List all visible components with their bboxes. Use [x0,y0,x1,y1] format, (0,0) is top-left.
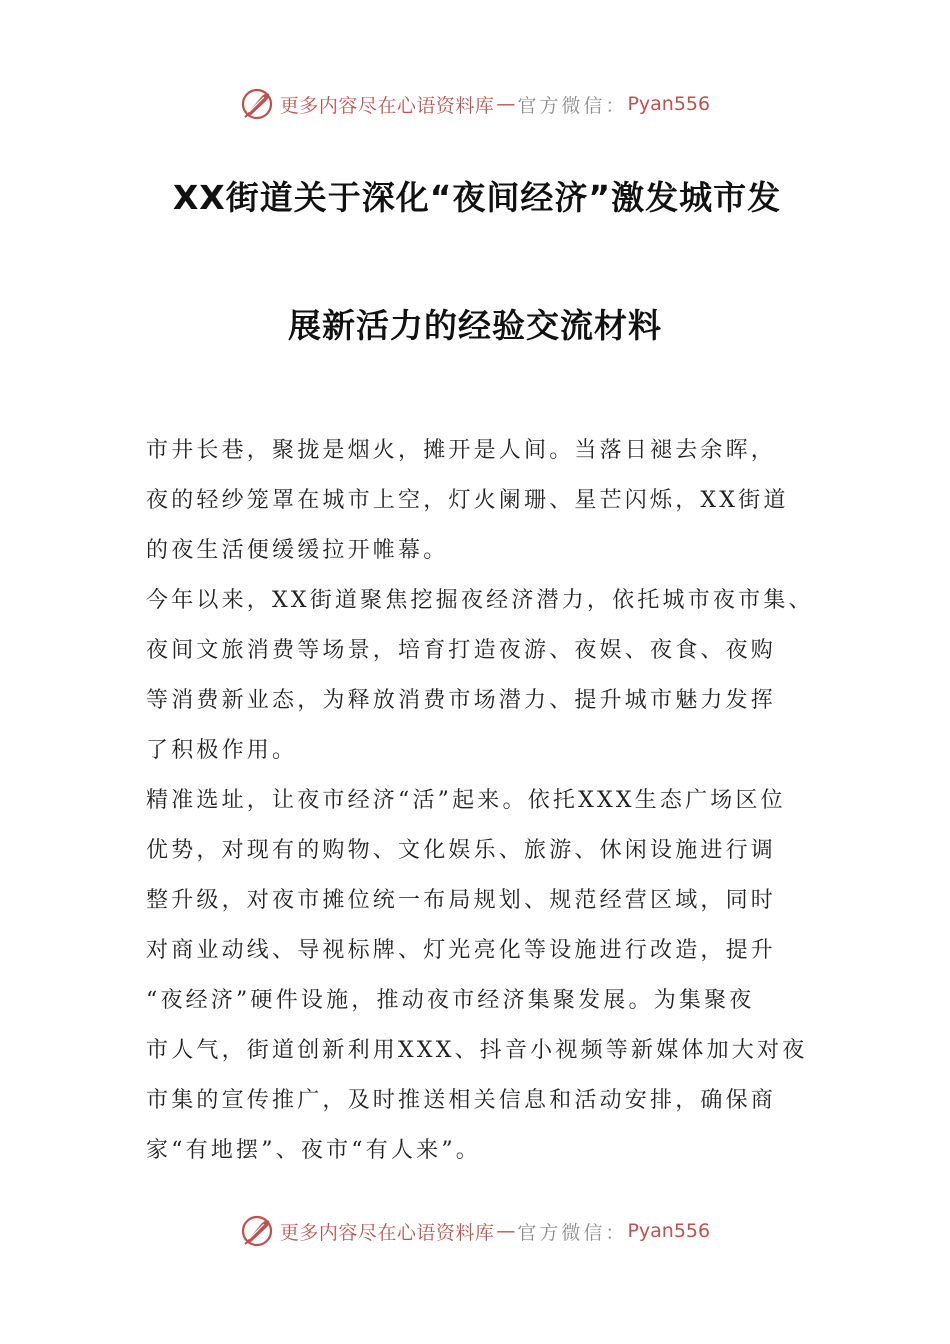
body-line: 精准选址，让夜市经济“活”起来。依托XXX生态广场区位 [146,788,786,813]
body-line: “夜经济”硬件设施，推动夜市经济集聚发展。为集聚夜 [146,988,755,1013]
body-line: 市井长巷，聚拢是烟火，摊开是人间。当落日褪去余晖， [146,438,777,463]
body-line: 夜间文旅消费等场景，培育打造夜游、夜娱、夜食、夜购 [146,638,777,663]
body-line: 的夜生活便缓缓拉开帷幕。 [146,538,449,563]
watermark-site-name: 更多内容尽在心语资料库 [279,94,495,117]
watermark-text [280,1218,710,1245]
header-watermark [0,84,950,124]
document-title-line-2: 展新活力的经验交流材料 [288,306,662,345]
body-line: 市集的宣传推广，及时推送相关信息和活动安排，确保商 [146,1088,777,1113]
body-line: 整升级，对夜市摊位统一布局规划、规范经营区域，同时 [146,888,777,913]
body-line: 家“有地摆”、夜市“有人来”。 [146,1138,481,1163]
document-title-line-1: XX街道关于深化“夜间经济”激发城市发 [172,178,782,217]
quill-pen-logo-icon [240,1214,274,1248]
body-line: 了积极作用。 [146,738,298,763]
body-line: 对商业动线、导视标牌、灯光亮化等设施进行改造，提升 [146,938,777,963]
watermark-wechat-id: Pyan556 [627,93,711,115]
body-line: 今年以来，XX街道聚焦挖掘夜经济潜力，依托城市夜市集、 [146,588,814,613]
watermark-wechat-id: Pyan556 [627,1220,711,1242]
watermark-text [280,91,710,118]
body-line: 等消费新业态，为释放消费市场潜力、提升城市魅力发挥 [146,688,777,713]
watermark-site-name: 更多内容尽在心语资料库 [279,1221,495,1244]
watermark-dash: — [496,1220,516,1242]
watermark-wechat-label: 官方微信： [517,1221,628,1244]
body-line: 市人气，街道创新利用XXX、抖音小视频等新媒体加大对夜 [146,1038,808,1063]
body-line: 优势，对现有的购物、文化娱乐、旅游、休闲设施进行调 [146,838,777,863]
body-line: 夜的轻纱笼罩在城市上空，灯火阑珊、星芒闪烁，XX街道 [146,488,789,513]
watermark-dash: — [496,93,516,115]
footer-watermark [0,1211,950,1251]
watermark-wechat-label: 官方微信： [517,94,628,117]
quill-pen-logo-icon [240,87,274,121]
